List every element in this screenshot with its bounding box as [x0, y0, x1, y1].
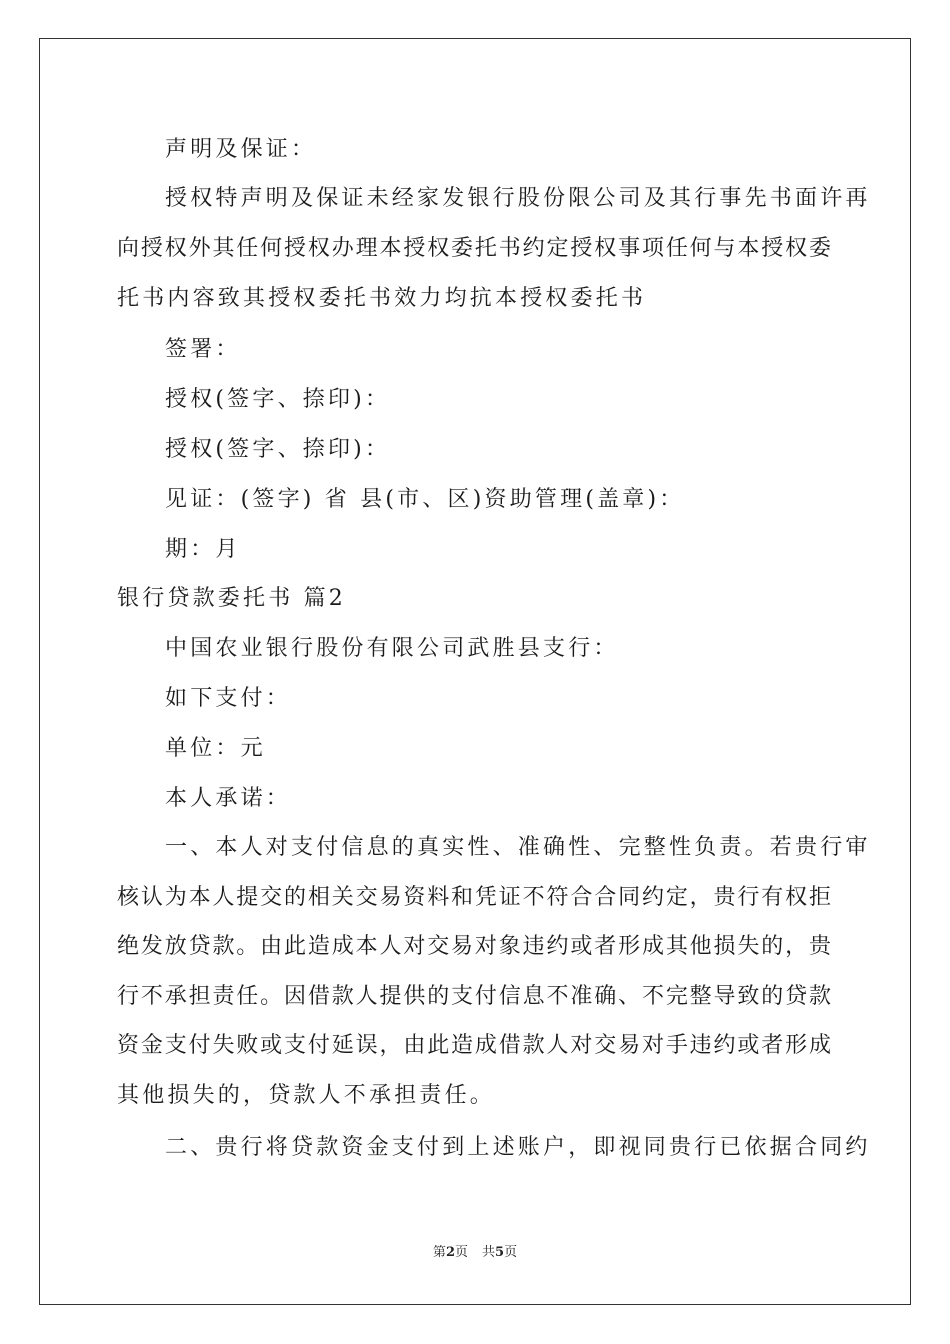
commitment-line: 其他损失的，贷款人不承担责任。: [117, 1083, 496, 1108]
commitment-line: 资金支付失败或支付延误，由此造成借款人对交易对手违约或者形成: [117, 1033, 831, 1058]
addressee-line: 中国农业银行股份有限公司武胜县支行：: [165, 636, 619, 661]
signature-line: 授权(签字、捺印)：: [165, 387, 391, 412]
commitment-line: 行不承担责任。因借款人提供的支付信息不准确、不完整导致的贷款: [117, 984, 831, 1009]
paragraph-declaration-heading: 声明及保证：: [165, 137, 317, 162]
paragraph-declaration-line: 授权特声明及保证未经家发银行股份限公司及其行事先书面许再: [165, 186, 871, 211]
footer-total-prefix: 共: [482, 1245, 496, 1260]
payment-line: 如下支付：: [165, 686, 292, 711]
section-title: 银行贷款委托书 篇2: [117, 586, 346, 611]
footer-total-suffix: 页: [504, 1245, 518, 1260]
footer-page-number: 2: [445, 1245, 455, 1260]
page-border: [39, 38, 911, 1305]
commitment-heading: 本人承诺：: [165, 786, 292, 811]
footer-page-suffix: 页: [454, 1245, 468, 1260]
footer-page-prefix: 第: [432, 1245, 446, 1260]
commitment-line: 一、本人对支付信息的真实性、准确性、完整性负责。若贵行审: [165, 835, 871, 860]
commitment-line: 绝发放贷款。由此造成本人对交易对象违约或者形成其他损失的，贵: [117, 934, 831, 959]
commitment-line: 二、贵行将贷款资金支付到上述账户，即视同贵行已依据合同约: [165, 1135, 871, 1160]
unit-line: 单位：元: [165, 736, 266, 761]
date-line: 期：月: [165, 537, 241, 562]
witness-line: 见证：(签字) 省 县(市、区)资助管理(盖章)：: [165, 487, 685, 512]
paragraph-declaration-line: 托书内容致其授权委托书效力均抗本授权委托书: [117, 286, 647, 311]
signature-line: 授权(签字、捺印)：: [165, 437, 391, 462]
commitment-line: 核认为本人提交的相关交易资料和凭证不符合合同约定，贵行有权拒: [117, 885, 831, 910]
paragraph-declaration-line: 向授权外其任何授权办理本授权委托书约定授权事项任何与本授权委: [117, 236, 831, 261]
signature-heading: 签署：: [165, 337, 241, 362]
footer-total-pages: 5: [495, 1245, 505, 1260]
page-footer: [0, 1245, 950, 1261]
